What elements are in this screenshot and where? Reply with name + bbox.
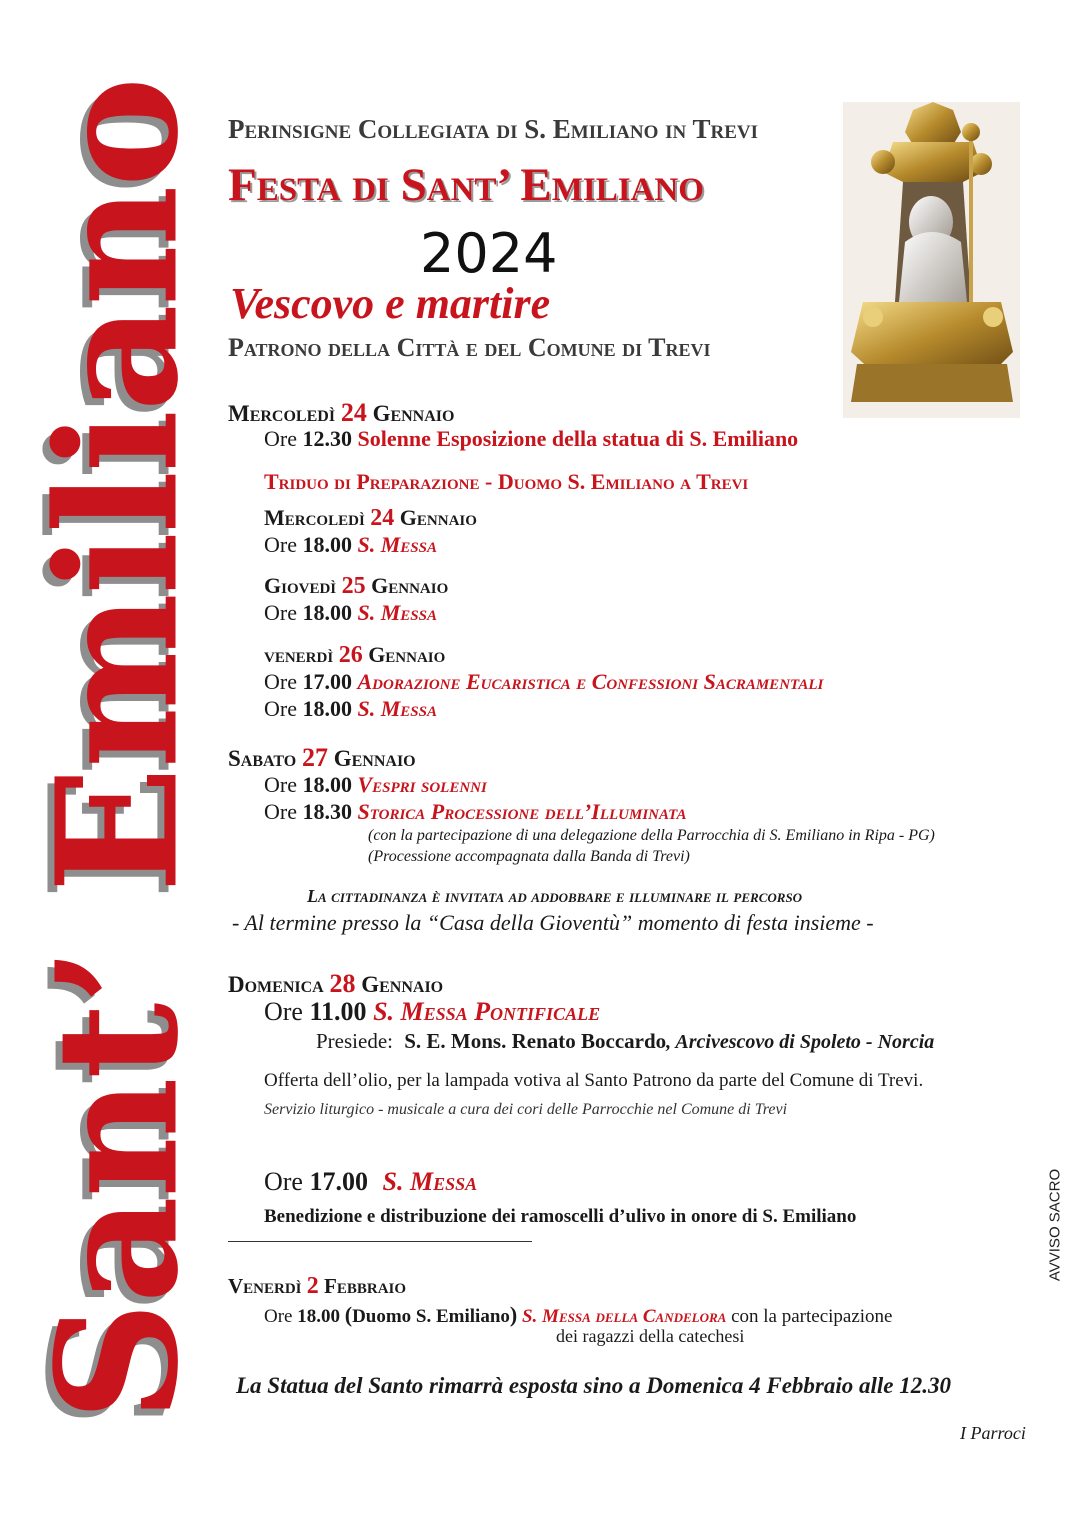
- d28-servizio: Servizio liturgico - musicale a cura dei cori delle Parrocchie nel Comune di Trevi: [264, 1101, 788, 1118]
- statue-illustration: [843, 102, 1020, 418]
- t26-heading: venerdì 26 Gennaio: [264, 642, 446, 668]
- festa-title: Festa di Sant’ Emiliano: [228, 159, 704, 211]
- d28-event-2: Ore 17.00 S. Messa: [264, 1167, 478, 1196]
- d28-presiede: Presiede: S. E. Mons. Renato Boccardo, Arcivescovo di Spoleto - Norcia: [316, 1029, 935, 1053]
- s27-note-1: (con la partecipazione di una delegazione della Parrocchia di S. Emiliano in Ripa - PG): [368, 827, 935, 844]
- statue-image: [843, 102, 1020, 418]
- d24-event: Ore 12.30 Solenne Esposizione della statua di S. Emiliano: [264, 426, 799, 451]
- subtitle: Vescovo e martire: [230, 279, 551, 328]
- d28-offerta: Offerta dell’olio, per la lampada votiva al Santo Patrono da parte del Comune di Trevi.: [264, 1070, 924, 1091]
- f2-event: Ore 18.00 (Duomo S. Emiliano) S. Messa della Candelora con la partecipazione: [264, 1302, 893, 1327]
- t24-event: Ore 18.00 S. Messa: [264, 532, 437, 557]
- s27-note-2: (Processione accompagnata dalla Banda di Trevi): [368, 848, 690, 865]
- closing-note: La Statua del Santo rimarrà esposta sino a Domenica 4 Febbraio alle 12.30: [236, 1373, 951, 1398]
- t26-event-1: Ore 17.00 Adorazione Eucaristica e Confessioni Sacramentali: [264, 669, 824, 694]
- avviso-sacro-text: AVVISO SACRO: [1046, 1168, 1064, 1282]
- d28-benedizione: Benedizione e distribuzione dei ramoscelli d’ulivo in onore di S. Emiliano: [264, 1206, 857, 1227]
- triduo-heading: Triduo di Preparazione - Duomo S. Emiliano a Trevi: [264, 469, 749, 494]
- signature: I Parroci: [960, 1423, 1026, 1443]
- t26-event-2: Ore 18.00 S. Messa: [264, 696, 437, 721]
- d28-event-1: Ore 11.00 S. Messa Pontificale: [264, 997, 601, 1026]
- s27-event-1: Ore 18.00 Vespri solenni: [264, 772, 487, 797]
- divider: [228, 1241, 532, 1242]
- patrono: Patrono della Città e del Comune di Trevi: [228, 333, 711, 362]
- f2-tail-2: dei ragazzi della catechesi: [556, 1326, 745, 1346]
- invito-line-1: La cittadinanza è invitata ad addobbare e illuminare il percorso: [307, 886, 803, 906]
- s27-event-2: Ore 18.30 Storica Processione dell’Illuminata: [264, 799, 687, 824]
- side-title-text: Sant’ Emiliano: [20, 78, 216, 1422]
- invito-line-2: - Al termine presso la “Casa della Gioventù” momento di festa insieme -: [232, 910, 874, 935]
- d24-heading: Mercoledì 24 Gennaio: [228, 398, 455, 427]
- s27-heading: Sabato 27 Gennaio: [228, 743, 416, 772]
- t25-heading: Giovedì 25 Gennaio: [264, 573, 449, 599]
- d28-heading: Domenica 28 Gennaio: [228, 969, 444, 998]
- year: 2024: [420, 222, 558, 285]
- f2-heading: Venerdì 2 Febbraio: [228, 1273, 407, 1299]
- church-name: Perinsigne Collegiata di S. Emiliano in Trevi: [228, 114, 759, 144]
- t25-event: Ore 18.00 S. Messa: [264, 600, 437, 625]
- t24-heading: Mercoledì 24 Gennaio: [264, 505, 477, 531]
